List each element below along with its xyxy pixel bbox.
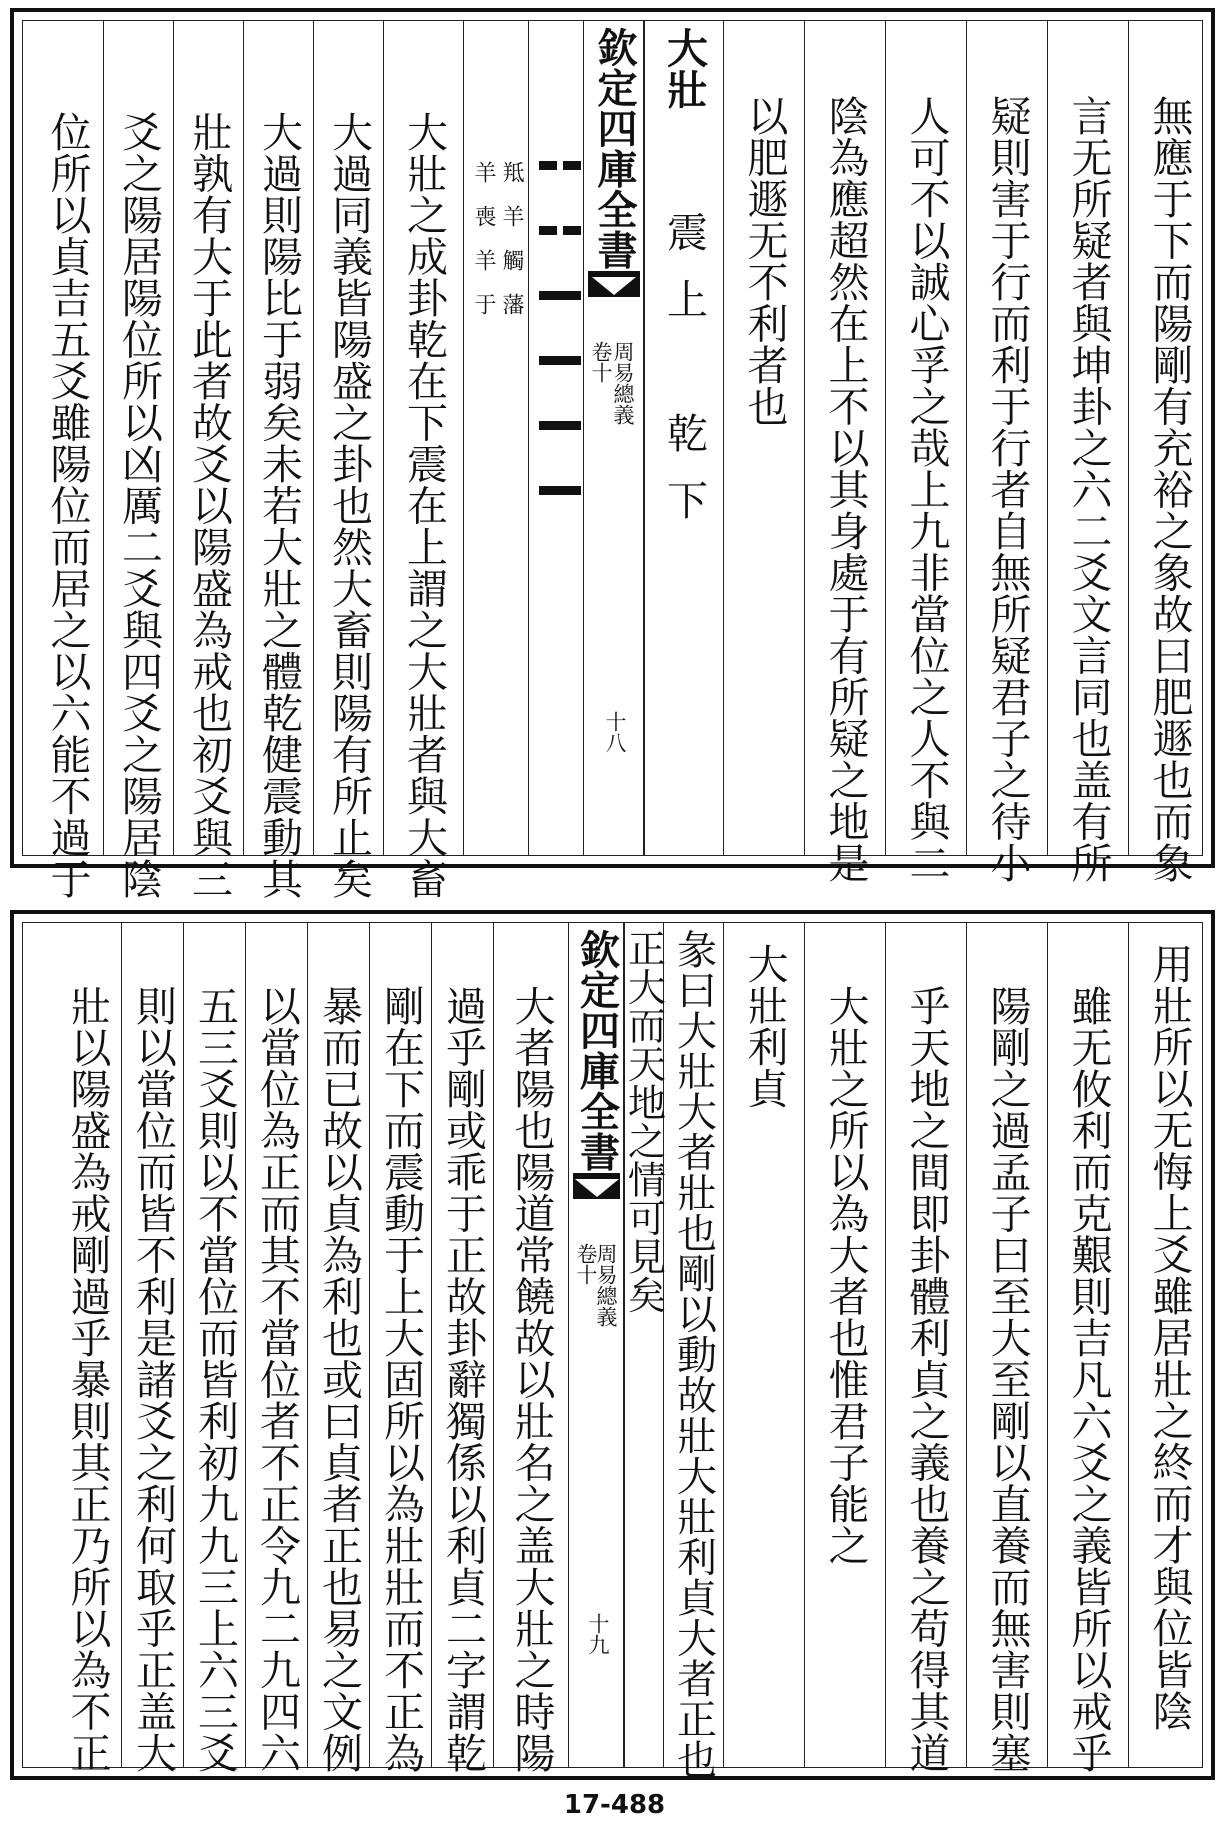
text-column: 壯孰有大于此者故爻以陽盛為戒也初爻與三: [185, 111, 233, 900]
text-column: 陰為應超然在上不以其身處于有所疑之地是: [821, 95, 870, 884]
bottom-col-r6: [723, 923, 804, 1767]
text-column: 彖曰大壯大者壯也剛以動故壯大壯利貞大者正也: [670, 929, 717, 1780]
text-column: 雖无攸利而克艱則吉凡六爻之義皆所以戒乎: [1064, 985, 1113, 1774]
bottom-col-r8: [621, 923, 666, 1767]
top-col-l5: [103, 21, 173, 900]
folio-number: 十九: [586, 1613, 610, 1655]
fish-tail-ornament: [573, 1173, 620, 1199]
top-page: [10, 8, 1215, 900]
bottom-center-panel: [568, 923, 625, 1767]
book-title: 周易總義: [611, 341, 635, 425]
yao-text: 羊喪羊于: [471, 161, 496, 337]
text-column: 言无所疑者與坤卦之六二爻文言同也盖有所: [1064, 95, 1113, 884]
text-column: 剛在下而震動于上大固所以為壯壯而不正為: [377, 985, 425, 1774]
top-col-r5: [804, 21, 885, 884]
top-col-l2: [313, 21, 383, 900]
hexagram-line-6: [539, 161, 581, 170]
text-column: 以當位為正而其不當位者不正令九二九四六: [253, 985, 301, 1774]
bottom-page-frame: [22, 922, 1203, 1780]
volume-label: 卷十: [589, 341, 613, 383]
text-column: 以肥遯无不利者也: [740, 95, 789, 427]
bottom-col-l6: [183, 923, 245, 1774]
top-col-r3: [966, 21, 1047, 884]
top-page-frame: [22, 20, 1203, 900]
bottom-col-r5: [804, 923, 885, 1767]
text-column: 過乎剛或乖于正故卦辭獨係以利貞二字謂乾: [439, 985, 487, 1774]
text-column: 爻之陽居陽位所以凶厲二爻與四爻之陽居陰: [115, 111, 163, 900]
text-column: 陽剛之過孟子曰至大至剛以直養而無害則塞: [983, 985, 1032, 1774]
trigrams: 震上 乾下: [660, 211, 708, 546]
bottom-page: [10, 910, 1215, 1780]
text-column: 無應于下而陽剛有充裕之象故曰肥遯也而象: [1145, 95, 1194, 884]
book-title: 周易總義: [594, 1243, 618, 1327]
bottom-col-l3: [369, 923, 431, 1774]
top-col-l1: [383, 21, 463, 900]
text-column: 疑則害于行而利于行者自無所疑君子之待小: [983, 95, 1032, 884]
header-title: 欽定四庫全書: [573, 929, 621, 1172]
top-col-l3: [243, 21, 313, 900]
top-col-r6: [723, 21, 804, 855]
hexagram-line-2: [539, 421, 581, 430]
hexagram-line-4: [539, 291, 581, 300]
folio-number: 十八: [603, 711, 627, 753]
text-column: 大過同義皆陽盛之卦也然大畜則陽有所止矣: [325, 111, 373, 900]
bottom-col-r1: [1128, 923, 1209, 1767]
top-col-l4: [173, 21, 243, 900]
bottom-col-l1: [493, 923, 568, 1774]
bottom-col-r3: [966, 923, 1047, 1774]
top-col-gua: [643, 21, 723, 855]
top-col-r4: [885, 21, 966, 884]
gua-judgment: 大壯利貞: [740, 943, 789, 1109]
gua-name: 大壯: [660, 27, 708, 110]
text-column: 大過則陽比于弱矣未若大壯之體乾健震動其: [255, 111, 303, 900]
bottom-col-l7: [121, 923, 183, 1774]
text-column: 用壯所以无悔上爻雖居壯之終而才與位皆陰: [1145, 943, 1194, 1732]
bottom-col-r4: [885, 923, 966, 1774]
text-column: 位所以貞吉五爻雖陽位而居之以六能不過于: [43, 111, 92, 900]
text-column: 壯以陽盛為戒剛過乎暴則其正乃所以為不正: [63, 985, 112, 1774]
header-title: 欽定四庫全書: [591, 27, 638, 270]
top-col-l6: [31, 21, 103, 900]
hexagram-line-3: [539, 356, 581, 365]
bottom-col-l2: [431, 923, 493, 1774]
hexagram-line-1: [539, 486, 581, 495]
text-column: 大壯之所以為大者也惟君子能之: [821, 985, 870, 1566]
text-column: 五三爻則以不當位而皆利初九九三上六三爻: [191, 985, 239, 1774]
bottom-col-l8: [53, 923, 121, 1774]
page-number: 17-488: [563, 1790, 666, 1820]
top-center-panel: [583, 21, 645, 855]
text-column: 暴而已故以貞為利也或曰貞者正也易之文例: [315, 985, 363, 1774]
fish-tail-ornament: [588, 271, 640, 297]
volume-label: 卷十: [574, 1243, 598, 1285]
text-column: 人可不以誠心孚之哉上九非當位之人不與二: [902, 95, 951, 884]
text-column: 乎天地之間即卦體利貞之義也養之苟得其道: [902, 985, 951, 1774]
hexagram-line-5: [539, 226, 581, 235]
text-column: 大者陽也陽道常饒故以壯名之盖大壯之時陽: [507, 985, 556, 1774]
text-column: 則以當位而皆不利是諸爻之利何取乎正盖大: [129, 985, 177, 1774]
top-col-yao-text: [463, 21, 528, 855]
text-column: 大壯之成卦乾在下震在上謂之大壯者與大畜: [400, 111, 448, 900]
bottom-col-r2: [1047, 923, 1128, 1774]
text-column: 正大而天地之情可見矣: [621, 929, 666, 1314]
bottom-col-l4: [307, 923, 369, 1774]
bottom-col-r7: [663, 923, 723, 1780]
yao-text: 羝羊觸藩: [499, 161, 524, 337]
bottom-col-l5: [245, 923, 307, 1774]
top-col-r2: [1047, 21, 1128, 884]
top-col-hexagram: [528, 21, 583, 855]
top-col-r1: [1128, 21, 1209, 884]
